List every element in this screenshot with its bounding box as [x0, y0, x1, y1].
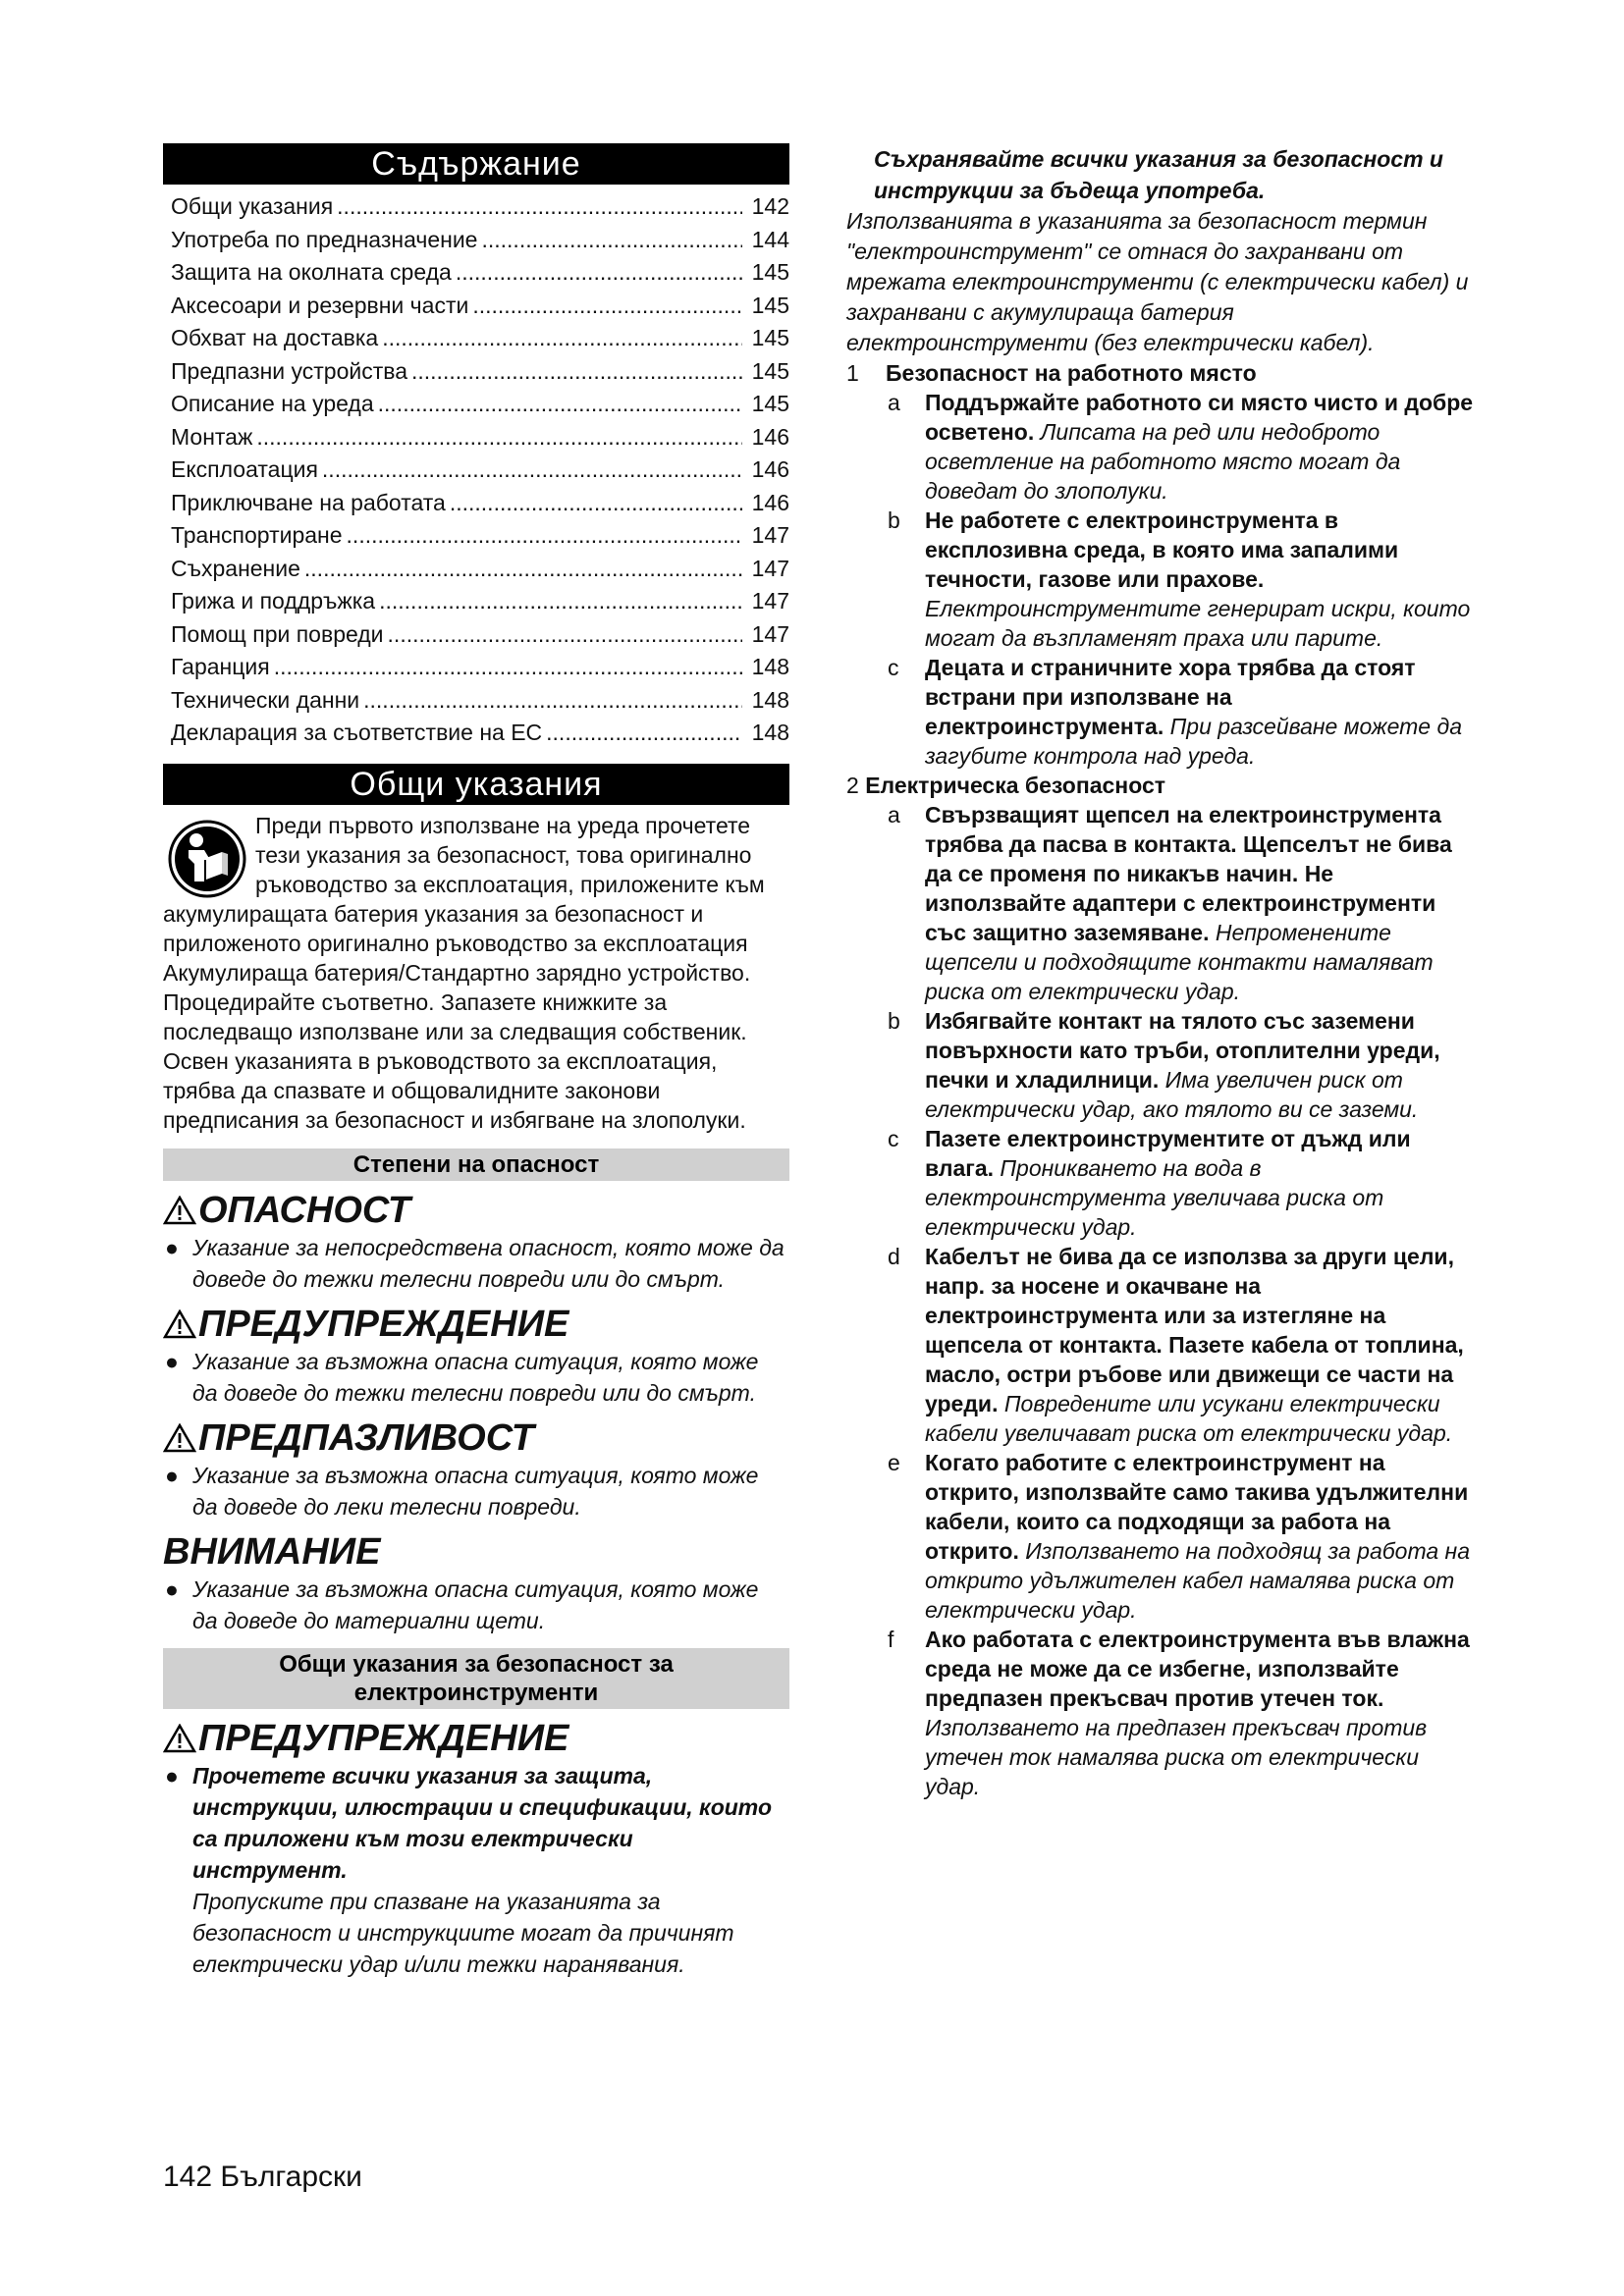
list-item: b Избягвайте контакт на тялото със заземени повърхности като тръби, отоплителни уреди, печки и хладилници. Има увеличен риск от електрически удар, ако тялото ви се заземи. [888, 1008, 1440, 1122]
danger-bullet: ● Указание за непосредствена опасност, която може да доведе до тежки телесни повреди или до смърт. [165, 1234, 785, 1292]
list-item: e Когато работите с електроинструмент на открито, използвайте само такива удължителни кабели, които са подходящи за работа на открито. Използването на подходящ за работа на открито удължителен кабел намалява риска от електрически удар. [888, 1450, 1471, 1623]
warning-triangle-icon [163, 1309, 196, 1339]
warning-triangle-icon [163, 1724, 196, 1753]
toc-row[interactable]: Общи указания ..... 142 [163, 190, 789, 224]
list-item: c Децата и страничните хора трябва да стоят встрани при използване на електроинструмента. При разсейване можете да загубите контрола над уреда. [888, 655, 1462, 769]
toc-row[interactable]: Аксесоари и резервни части ..... 145 [163, 290, 789, 323]
toc-row[interactable]: Грижа и поддръжка ..... 147 [163, 585, 789, 618]
power-tool-warning-heading: ПРЕДУПРЕЖДЕНИЕ [163, 1717, 789, 1760]
toc-row[interactable]: Описание на уреда ..... 145 [163, 388, 789, 421]
toc-row[interactable]: Употреба по предназначение ..... 144 [163, 224, 789, 257]
toc-row[interactable]: Експлоатация ..... 146 [163, 454, 789, 487]
warning-heading: ПРЕДУПРЕЖДЕНИЕ [163, 1303, 789, 1346]
page-number: 142 [163, 2161, 213, 2193]
warning-bullet: ● Указание за възможна опасна ситуация, която може да доведе до тежки телесни повреди или до смърт. [165, 1348, 759, 1406]
intro-lead-text: Преди първото използване на уреда прочетете тези указания за безопасност, това оригинално ръководство за експлоатация, приложените към [255, 812, 765, 897]
toc-row[interactable]: Декларация за съответствие на ЕС ..... 148 [163, 717, 789, 750]
toc-row[interactable]: Обхват на доставка ..... 145 [163, 322, 789, 355]
caution-heading: ПРЕДПАЗЛИВОСТ [163, 1416, 789, 1460]
footer-language: Български [220, 2161, 362, 2193]
list-item: d Кабелът не бива да се използва за други цели, напр. за носене и окачване на електроинструмента или за изтегляне на щепсела от контакта. Пазете кабела от топлина, масло, остри ръбове или движещи се части на уреди. Повредените или усукани електрически кабели увеличават риска от електрически удар. [888, 1244, 1464, 1446]
intro-rest-text: акумулиращата батерия указания за безопасност и приложеното оригинално ръководство за експлоатация Акумулираща батерия/Стандартно зарядно устройство. Процедирайте съответно. Запазете книжките за последващо използване или за следващия собственик. [163, 900, 751, 1044]
term-definition: Използванията в указанията за безопасност термин "електроинструмент" се отнася до захранвани от мрежата електроинструменти (с електрически кабел) и захранвани с акумулираща батерия електроинструменти (без електрически кабел). [846, 208, 1469, 355]
toc-row[interactable]: Гаранция ..... 148 [163, 651, 789, 684]
read-manual-icon [167, 819, 247, 899]
power-tool-safety-title: Общи указания за безопасност за електроинструменти [163, 1648, 789, 1709]
warning-triangle-icon [163, 1196, 196, 1225]
list-item: a Поддържайте работното си място чисто и добре осветено. Липсата на ред или недоброто осветление на работното място могат да доведат до злополуки. [888, 390, 1474, 504]
toc-row[interactable]: Монтаж ..... 146 [163, 421, 789, 454]
warning-triangle-icon [163, 1423, 196, 1453]
list-item: a Свързващият щепсел на електроинструмента трябва да пасва в контакта. Щепселът не бива да се променя по никакъв начин. Не използвайте адаптери с електроинструменти със защитно заземяване. Непроменените щепсели и подходящите контакти намаляват риска от електрически удар. [888, 802, 1452, 1004]
intro-para2: Освен указанията в ръководството за експлоатация, трябва да спазвате и общовалидните законови предписания за безопасност и избягване на злополуки. [163, 1047, 746, 1133]
general-title: Общи указания [163, 764, 789, 805]
workplace-safety-heading: 1 Безопасност на работното място [846, 360, 1257, 386]
danger-heading: ОПАСНОСТ [163, 1189, 789, 1232]
toc-row[interactable]: Технически данни ..... 148 [163, 684, 789, 718]
list-item: c Пазете електроинструментите от дъжд или влага. Проникването на вода в електроинструмента увеличава риска от електрически удар. [888, 1126, 1411, 1240]
toc-row[interactable]: Помощ при повреди ..... 147 [163, 618, 789, 652]
list-item: f Ако работата с електроинструмента във влажна среда не може да се избегне, използвайте предпазен прекъсвач против утечен ток. Използването на предпазен прекъсвач против утечен ток намалява риска от електрически удар. [888, 1627, 1470, 1799]
electrical-safety-heading: 2 Електрическа безопасност [846, 773, 1165, 798]
toc-row[interactable]: Съхранение ..... 147 [163, 553, 789, 586]
toc-row[interactable]: Защита на околната среда ..... 145 [163, 256, 789, 290]
toc-row[interactable]: Транспортиране ..... 147 [163, 519, 789, 553]
left-column [163, 143, 789, 1980]
page-footer [163, 2160, 362, 2195]
right-column [846, 143, 1475, 1801]
table-of-contents [163, 190, 789, 750]
hazard-levels-title: Степени на опасност [163, 1148, 789, 1181]
toc-title: Съдържание [163, 143, 789, 185]
caution-bullet: ● Указание за възможна опасна ситуация, която може да доведе до леки телесни повреди. [165, 1462, 759, 1520]
keep-instructions: Съхранявайте всички указания за безопасност и инструкции за бъдеща употреба. [874, 146, 1443, 203]
notice-bullet: ● Указание за възможна опасна ситуация, която може да доведе до материални щети. [165, 1575, 759, 1633]
power-tool-warning-bullet: ● Прочетете всички указания за защита, инструкции, илюстрации и спецификации, които са приложени към този електрически инструмент. Пропуските при спазване на указанията за безопасност и инструкциите могат да причинят електрически удар и/или тежки наранявания. [165, 1762, 772, 1977]
toc-row[interactable]: Предпазни устройства ..... 145 [163, 355, 789, 389]
toc-row[interactable]: Приключване на работата ..... 146 [163, 487, 789, 520]
notice-heading: ВНИМАНИЕ [163, 1530, 381, 1573]
list-item: b Не работете с електроинструмента в експлозивна среда, в която има запалими течности, газове или прахове. Електроинструментите генерират искри, които могат да възпламенят праха или парите. [888, 507, 1471, 651]
general-intro [163, 811, 789, 1135]
